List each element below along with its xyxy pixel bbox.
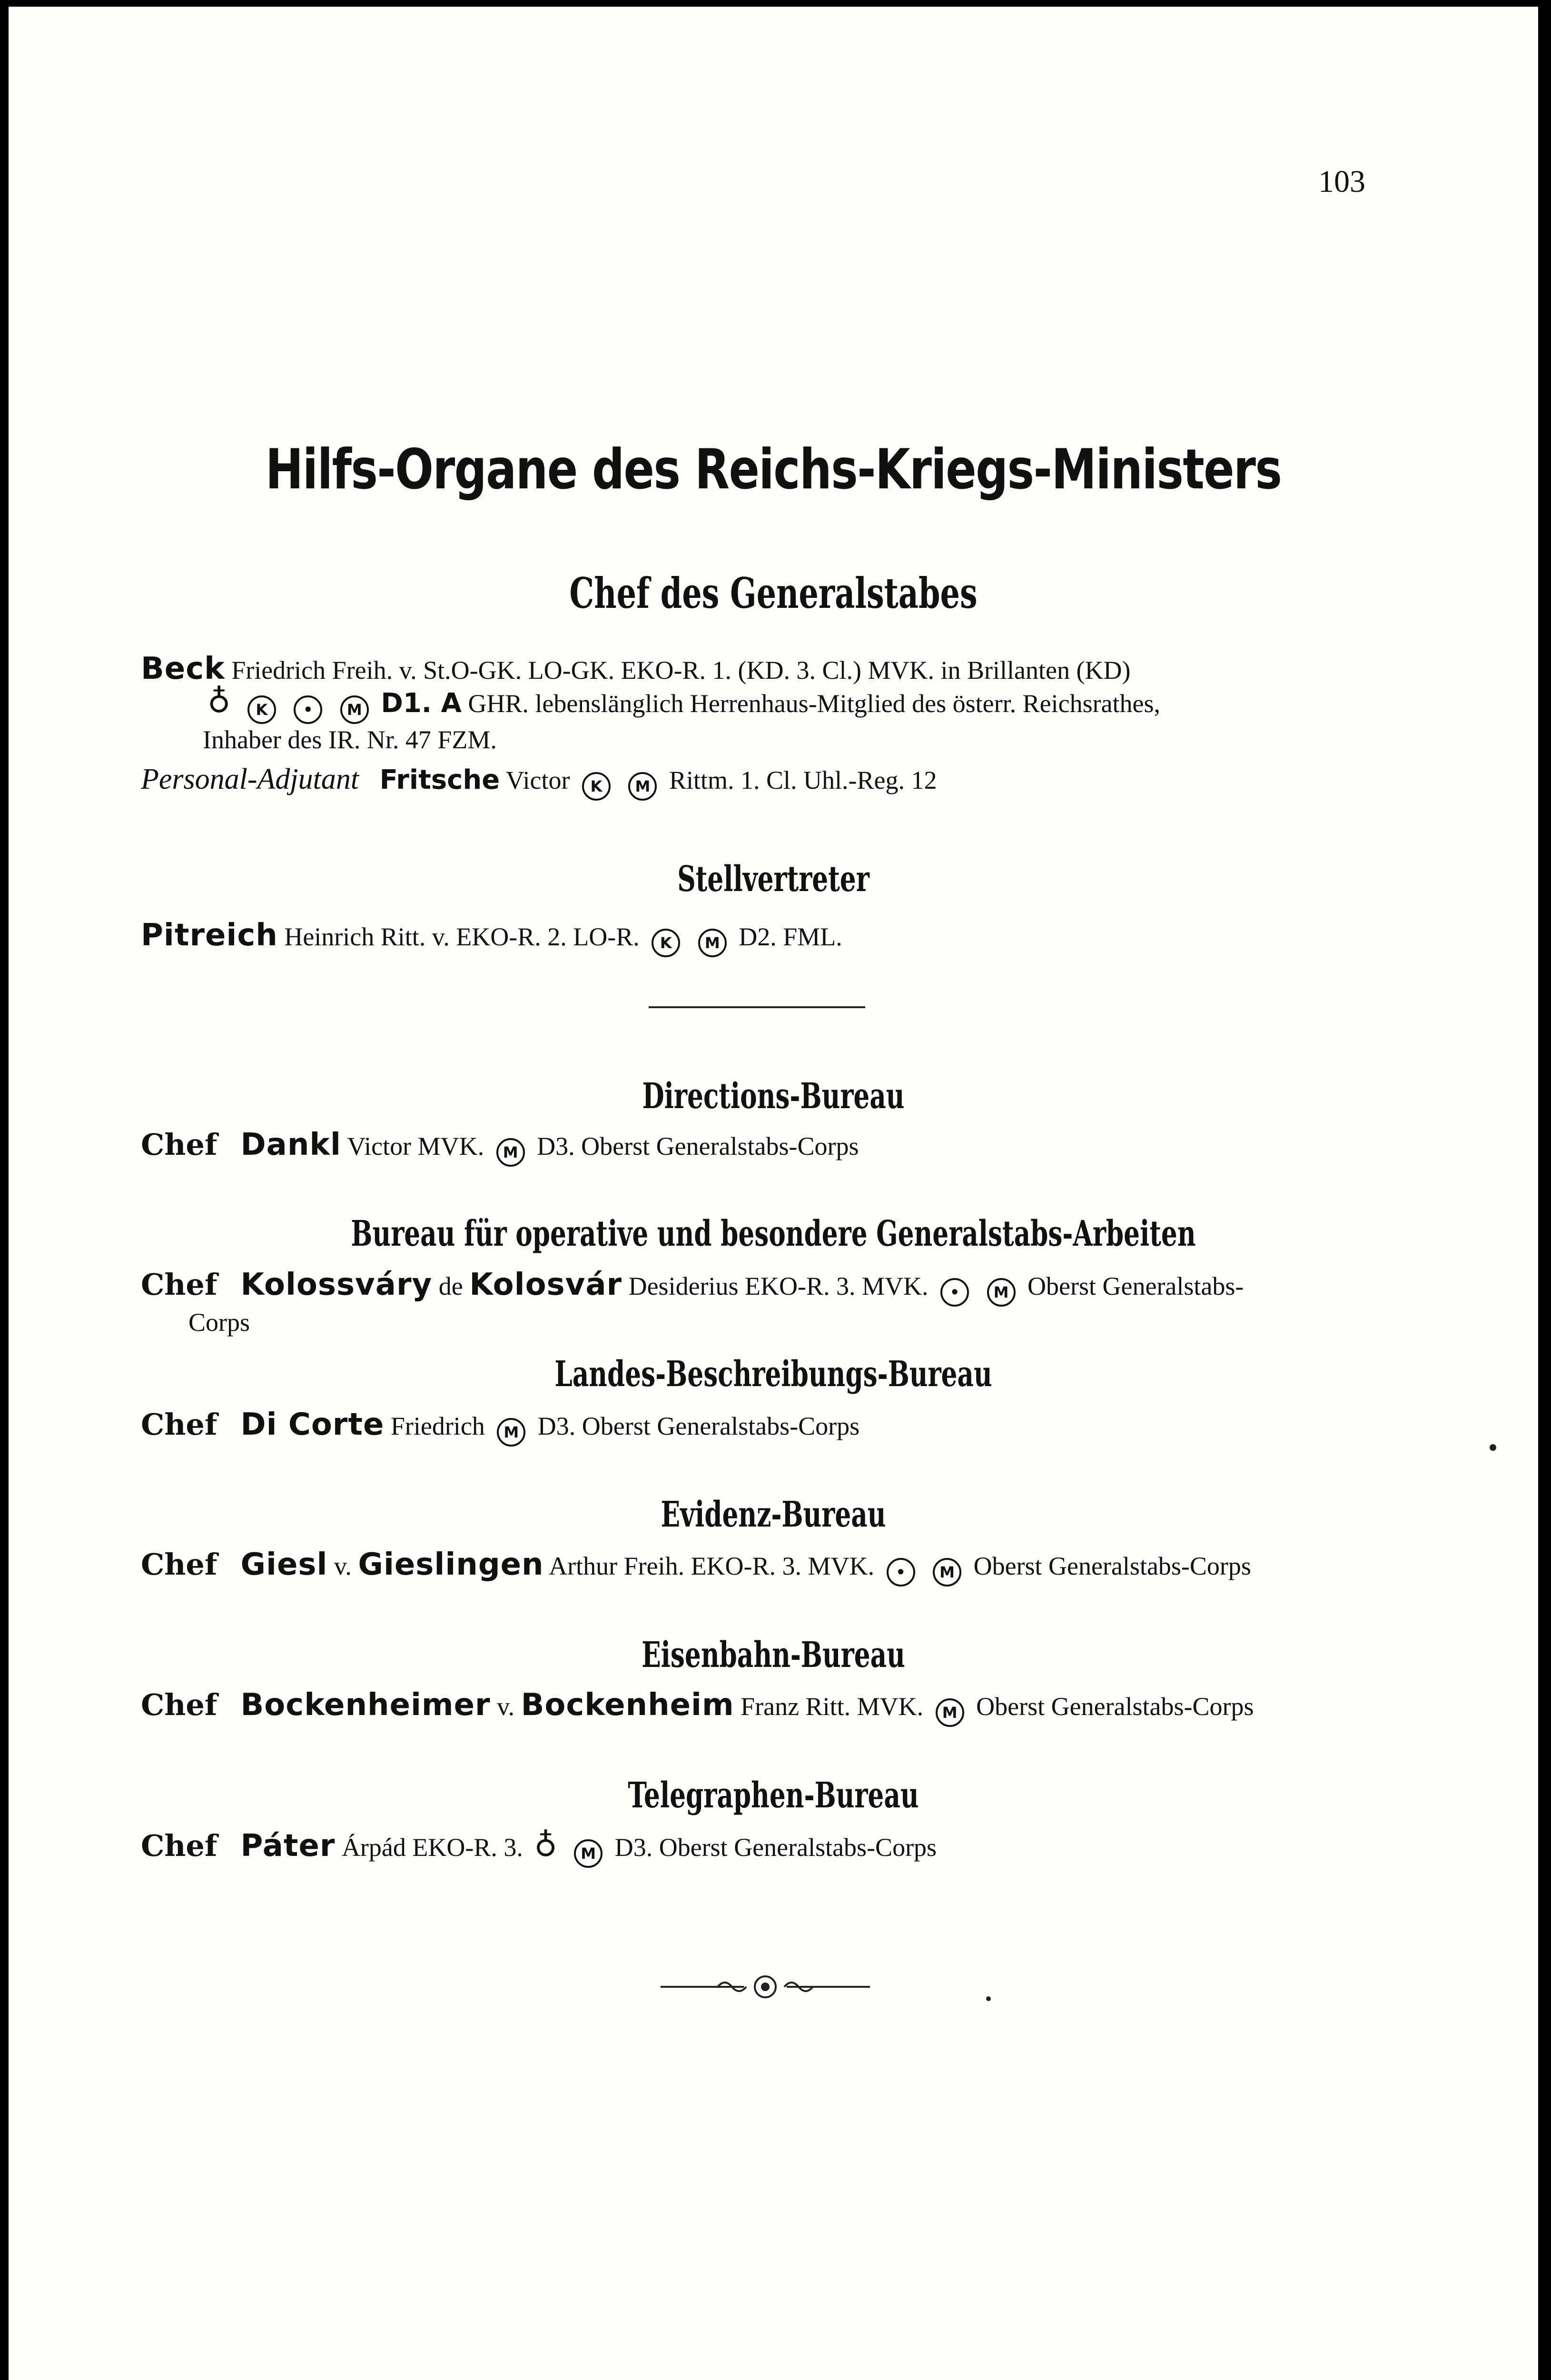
section-heading-operative-bureau: Bureau für operative und besondere Generalstabs-Arbeiten <box>351 1213 1196 1254</box>
m-decoration-icon: M <box>628 772 657 801</box>
m-decoration-icon: M <box>936 1698 964 1727</box>
person-name: Di Corte <box>240 1407 385 1442</box>
person-name-2: Bockenheim <box>521 1687 734 1723</box>
dot-decoration-icon: • <box>294 695 322 724</box>
entry-text: Oberst Generalstabs-Corps <box>973 1552 1251 1580</box>
m-decoration-icon: M <box>340 695 369 724</box>
decoration-codes: D1. A <box>381 688 462 719</box>
page-number: 103 <box>1318 164 1365 199</box>
person-name: Giesl <box>240 1547 328 1582</box>
entry-text: D2. FML. <box>739 922 842 951</box>
entry-deputy <box>141 920 1378 957</box>
decorative-ornament <box>661 1973 870 2001</box>
entry-line-2 <box>141 683 1161 724</box>
entry-text: D3. Oberst Generalstabs-Corps <box>537 1132 859 1160</box>
section-heading-chief-of-staff: Chef des Generalstabes <box>569 568 978 618</box>
section-heading-directions-bureau: Directions-Bureau <box>642 1076 905 1117</box>
k-decoration-icon: K <box>247 695 276 724</box>
entry-evidenz-bureau <box>141 1549 1378 1587</box>
entry-personal-adjutant <box>141 764 1378 801</box>
entry-text: Rittm. 1. Cl. Uhl.-Reg. 12 <box>669 766 937 794</box>
name-particle: v. <box>334 1552 352 1580</box>
dot-decoration-icon: • <box>887 1558 915 1587</box>
entry-directions-bureau <box>141 1129 1378 1167</box>
entry-text: Oberst Generalstabs-Corps <box>976 1692 1254 1721</box>
dot-decoration-icon: • <box>940 1278 969 1307</box>
entry-text: Desiderius EKO-R. 3. MVK. <box>628 1272 929 1300</box>
entry-text: Heinrich Ritt. v. EKO-R. 2. LO-R. <box>284 922 640 951</box>
entry-text: Friedrich Freih. v. St.O-GK. LO-GK. EKO-R. 1. (KD. 3. Cl.) MVK. in Brillanten (KD) <box>231 656 1131 684</box>
entry-text: Corps <box>188 1308 250 1337</box>
entry-telegraphen-bureau <box>141 1827 1378 1868</box>
person-name: Páter <box>240 1828 336 1864</box>
role-label: Chef <box>141 1547 217 1582</box>
section-heading-eisenbahn-bureau: Eisenbahn-Bureau <box>642 1635 905 1676</box>
entry-text: Victor <box>505 766 570 794</box>
entry-text: Franz Ritt. MVK. <box>741 1692 924 1721</box>
cross-order-icon: ♁ <box>534 1827 557 1864</box>
m-decoration-icon: M <box>574 1839 603 1868</box>
person-name: Beck <box>141 651 225 686</box>
person-name: Dankl <box>240 1127 341 1162</box>
entry-chief-of-staff <box>141 653 1378 755</box>
m-decoration-icon: M <box>933 1558 961 1587</box>
section-heading-landes-bureau: Landes-Beschreibungs-Bureau <box>554 1354 992 1395</box>
k-decoration-icon: K <box>582 772 611 801</box>
entry-text: D3. Oberst Generalstabs-Corps <box>614 1833 937 1862</box>
divider-rule <box>649 1006 865 1008</box>
k-decoration-icon: K <box>652 929 680 957</box>
entry-text: Árpád EKO-R. 3. <box>341 1833 523 1862</box>
section-heading-evidenz-bureau: Evidenz-Bureau <box>661 1494 886 1535</box>
person-name: Bockenheimer <box>240 1687 491 1723</box>
document-page <box>9 7 1538 2380</box>
entry-text: GHR. lebenslänglich Herrenhaus-Mitglied des österr. Reichsrathes, <box>468 689 1161 718</box>
entry-operative-bureau <box>141 1269 1378 1338</box>
person-name-2: Kolosvár <box>469 1267 622 1302</box>
person-name-2: Gieslingen <box>358 1547 544 1582</box>
entry-text: Friedrich <box>390 1412 485 1440</box>
person-name: Fritsche <box>379 764 500 795</box>
role-label: Chef <box>141 1407 217 1442</box>
role-label: Chef <box>141 1828 217 1863</box>
person-name: Pitreich <box>141 918 278 953</box>
name-particle: de <box>438 1272 463 1300</box>
m-decoration-icon: M <box>496 1138 525 1167</box>
entry-text: Inhaber des IR. Nr. 47 FZM. <box>203 725 497 754</box>
role-label: Personal-Adjutant <box>141 763 359 795</box>
print-speck <box>1490 1444 1496 1451</box>
role-label: Chef <box>141 1127 217 1162</box>
m-decoration-icon: M <box>497 1418 525 1447</box>
section-heading-telegraphen-bureau: Telegraphen-Bureau <box>628 1775 919 1816</box>
entry-text: D3. Oberst Generalstabs-Corps <box>537 1412 860 1440</box>
m-decoration-icon: M <box>987 1278 1016 1307</box>
role-label: Chef <box>141 1267 217 1302</box>
person-name: Kolossváry <box>240 1267 433 1302</box>
entry-landes-bureau <box>141 1409 1378 1447</box>
page-title: Hilfs-Organe des Reichs-Kriegs-Ministers <box>265 437 1282 502</box>
print-speck <box>986 1996 991 2001</box>
entry-text: Oberst Generalstabs- <box>1027 1272 1244 1300</box>
cross-order-icon: ♁ <box>207 683 231 720</box>
section-heading-deputy: Stellvertreter <box>677 859 869 900</box>
m-decoration-icon: M <box>698 929 727 957</box>
role-label: Chef <box>141 1687 217 1722</box>
entry-text: Arthur Freih. EKO-R. 3. MVK. <box>549 1552 875 1580</box>
entry-text: Victor MVK. <box>347 1132 484 1160</box>
name-particle: v. <box>497 1692 515 1721</box>
entry-eisenbahn-bureau <box>141 1689 1378 1727</box>
